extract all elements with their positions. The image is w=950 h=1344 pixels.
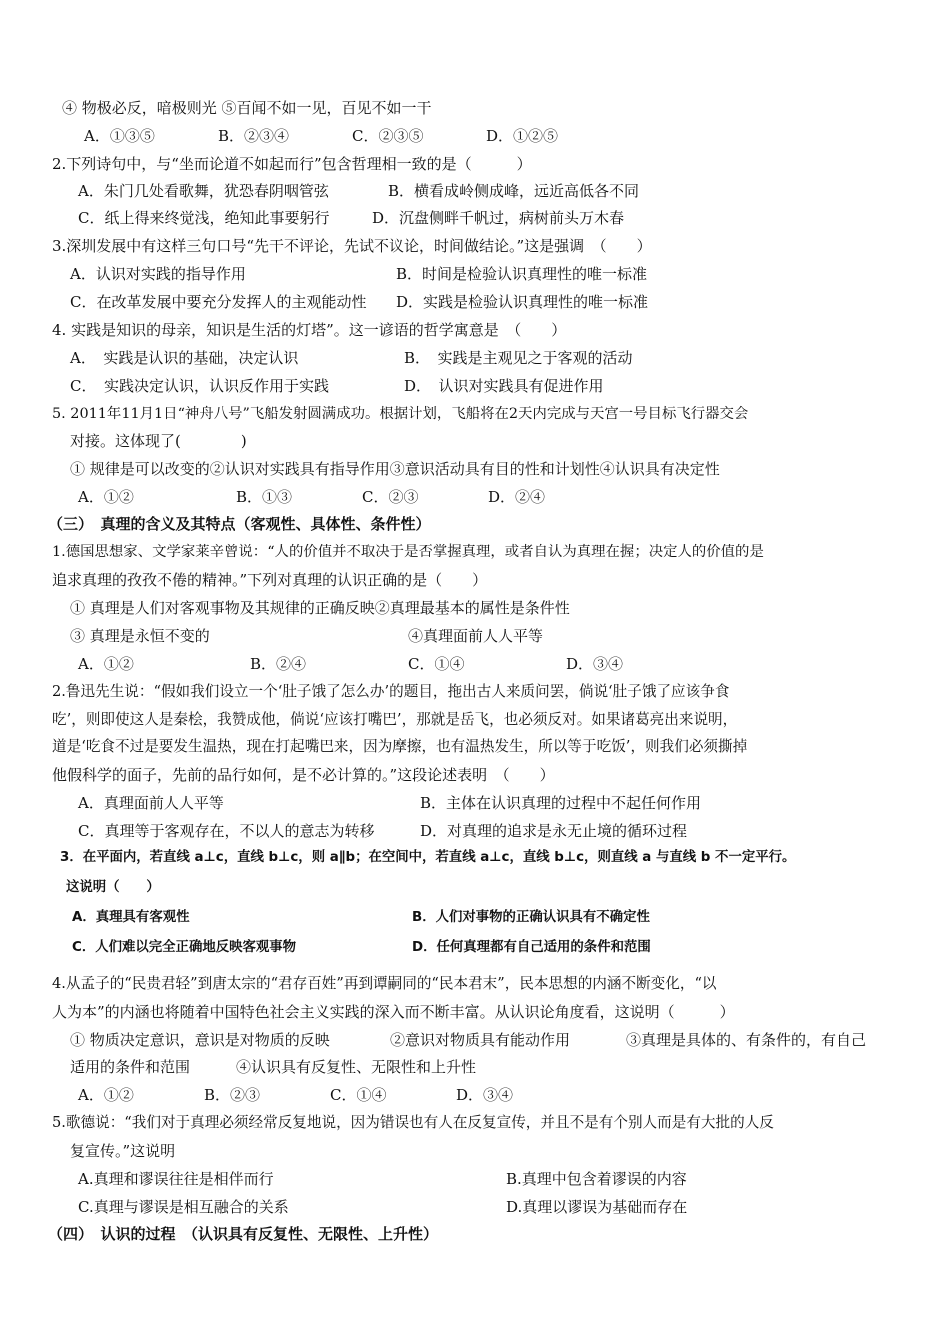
text-line: ④认识具有反复性、无限性和上升性 bbox=[236, 1058, 477, 1076]
question-2: 2.下列诗句中，与“坐而论道不如起而行”包含哲理相一致的是（ ） bbox=[52, 155, 532, 173]
text-line: ③真理是具体的、有条件的，有自己 bbox=[626, 1031, 867, 1049]
option-a: A．①③⑤ bbox=[84, 127, 155, 145]
option-c: C．②③⑤ bbox=[352, 127, 424, 145]
section-heading-4: （四） 认识的过程 （认识具有反复性、无限性、上升性） bbox=[48, 1225, 439, 1243]
question-5: 5.歌德说：“我们对于真理必须经常反复地说，因为错误也有人在反复宣传，并且不是有个别人而是有大批的人反 bbox=[52, 1114, 774, 1131]
option-c: C．①④ bbox=[408, 655, 465, 673]
option-d: D．对真理的追求是永无止境的循环过程 bbox=[420, 822, 688, 840]
option-d: D．任何真理都有自己适用的条件和范围 bbox=[412, 940, 651, 955]
option-a: A．真理具有客观性 bbox=[72, 910, 190, 925]
text-line: 他假科学的面子，先前的品行如何，是不必计算的。”这段论述表明 （ ） bbox=[52, 766, 555, 784]
option-b: B．横看成岭侧成峰，远近高低各不同 bbox=[388, 182, 640, 200]
text-line: ① 规律是可以改变的②认识对实践具有指导作用③意识活动具有目的性和计划性④认识具有决定性 bbox=[70, 460, 720, 478]
option-d: D．实践是检验认识真理性的唯一标准 bbox=[396, 293, 649, 311]
text-line: 吃’，则即使这人是秦桧，我赞成他，倘说‘应该打嘴巴’，那就是岳飞，也必须反对。如果诸葛亮出来说明， bbox=[52, 711, 738, 728]
text-line: ②意识对物质具有能动作用 bbox=[390, 1031, 571, 1049]
option-d: D． 认识对实践具有促进作用 bbox=[404, 377, 604, 395]
text-line: 适用的条件和范围 bbox=[70, 1058, 191, 1076]
option-c: C．在改革发展中要充分发挥人的主观能动性 bbox=[70, 293, 367, 311]
text-line: ③ 真理是永恒不变的 bbox=[70, 627, 210, 645]
option-a: A.真理和谬误往往是相伴而行 bbox=[78, 1170, 274, 1188]
question-1: 1.德国思想家、文学家莱辛曾说：“人的价值并不取决于是否掌握真理，或者自认为真理在握；决定人的价值的是 bbox=[52, 544, 764, 560]
option-b: B． 实践是主观见之于客观的活动 bbox=[404, 349, 633, 367]
option-d: D．①②⑤ bbox=[486, 127, 559, 145]
option-b: B．人们对事物的正确认识具有不确定性 bbox=[412, 910, 650, 925]
question-5: 5. 2011年11月1日“神舟八号”飞船发射圆满成功。根据计划，飞船将在2天内完成与天宫一号目标飞行器交会 bbox=[52, 406, 749, 422]
text-line: ① 物质决定意识，意识是对物质的反映 bbox=[70, 1031, 330, 1049]
text-line: ④ 物极必反，喑极则光 ⑤百闻不如一见，百见不如一干 bbox=[62, 99, 432, 117]
option-c: C．纸上得来终觉浅，绝知此事要躬行 bbox=[78, 209, 330, 227]
question-3: 3．在平面内，若直线 a⊥c，直线 b⊥c，则 a∥b；在空间中，若直线 a⊥c，直线 b⊥c，则直线 a 与直线 b 不一定平行。 bbox=[60, 850, 796, 865]
text-line: 追求真理的孜孜不倦的精神。”下列对真理的认识正确的是（ ） bbox=[52, 571, 488, 589]
option-d: D．沉盘侧畔千帆过，病树前头万木春 bbox=[372, 209, 625, 227]
option-a: A．真理面前人人平等 bbox=[78, 794, 224, 812]
question-4: 4. 实践是知识的母亲，知识是生活的灯塔”。这一谚语的哲学寓意是 （ ） bbox=[52, 321, 567, 339]
text-line: 对接。这体现了( ) bbox=[70, 432, 247, 450]
option-a: A． 实践是认识的基础，决定认识 bbox=[70, 349, 299, 367]
text-line: ① 真理是人们对客观事物及其规律的正确反映②真理最基本的属性是条件性 bbox=[70, 599, 570, 617]
option-d: D．②④ bbox=[488, 488, 546, 506]
option-a: A．①② bbox=[78, 655, 134, 673]
text-line: 人为本”的内涵也将随着中国特色社会主义实践的深入而不断丰富。从认识论角度看，这说明（ ） bbox=[52, 1003, 735, 1021]
option-b: B．②④ bbox=[250, 655, 307, 673]
option-b: B．①③ bbox=[236, 488, 293, 506]
text-line: ④真理面前人人平等 bbox=[408, 627, 544, 645]
option-a: A．①② bbox=[78, 488, 134, 506]
option-a: A．①② bbox=[78, 1086, 134, 1104]
option-a: A．认识对实践的指导作用 bbox=[70, 265, 246, 283]
text-line: 道是‘吃食不过是要发生温热，现在打起嘴巴来，因为摩擦，也有温热发生，所以等于吃饭’，则我们必须撕掉 bbox=[52, 738, 748, 755]
question-4: 4.从孟子的“民贵君轻”到唐太宗的“君存百姓”再到谭嗣同的“民本君末”，民本思想的内涵不断变化，“以 bbox=[52, 975, 717, 992]
option-c: C． 实践决定认识，认识反作用于实践 bbox=[70, 377, 329, 395]
option-d: D．③④ bbox=[456, 1086, 514, 1104]
option-d: D．③④ bbox=[566, 655, 624, 673]
option-b: B.真理中包含着谬误的内容 bbox=[506, 1170, 687, 1188]
text-line: 复宣传。”这说明 bbox=[70, 1142, 176, 1160]
option-c: C．①④ bbox=[330, 1086, 387, 1104]
text-line: 这说明（ ） bbox=[66, 880, 160, 895]
question-2: 2.鲁迅先生说：“假如我们设立一个‘肚子饿了怎么办’的题目，拖出古人来质问罢，倘说‘肚子饿了应该争食 bbox=[52, 683, 730, 700]
option-b: B．②③ bbox=[204, 1086, 261, 1104]
option-b: B．②③④ bbox=[218, 127, 290, 145]
section-heading-3: （三） 真理的含义及其特点（客观性、具体性、条件性） bbox=[48, 515, 431, 533]
option-c: C.真理与谬误是相互融合的关系 bbox=[78, 1198, 289, 1216]
option-c: C．人们难以完全正确地反映客观事物 bbox=[72, 940, 297, 955]
option-b: B．时间是检验认识真理性的唯一标准 bbox=[396, 265, 648, 283]
option-b: B．主体在认识真理的过程中不起任何作用 bbox=[420, 794, 702, 812]
option-c: C．②③ bbox=[362, 488, 419, 506]
option-d: D.真理以谬误为基础而存在 bbox=[506, 1198, 688, 1216]
option-a: A．朱门几处看歌舞，犹恐春阴咽管弦 bbox=[78, 182, 329, 200]
question-3: 3.深圳发展中有这样三句口号“先干不评论，先试不议论，时间做结论。”这是强调 （ ） bbox=[52, 237, 652, 255]
option-c: C．真理等于客观存在，不以人的意志为转移 bbox=[78, 822, 375, 840]
